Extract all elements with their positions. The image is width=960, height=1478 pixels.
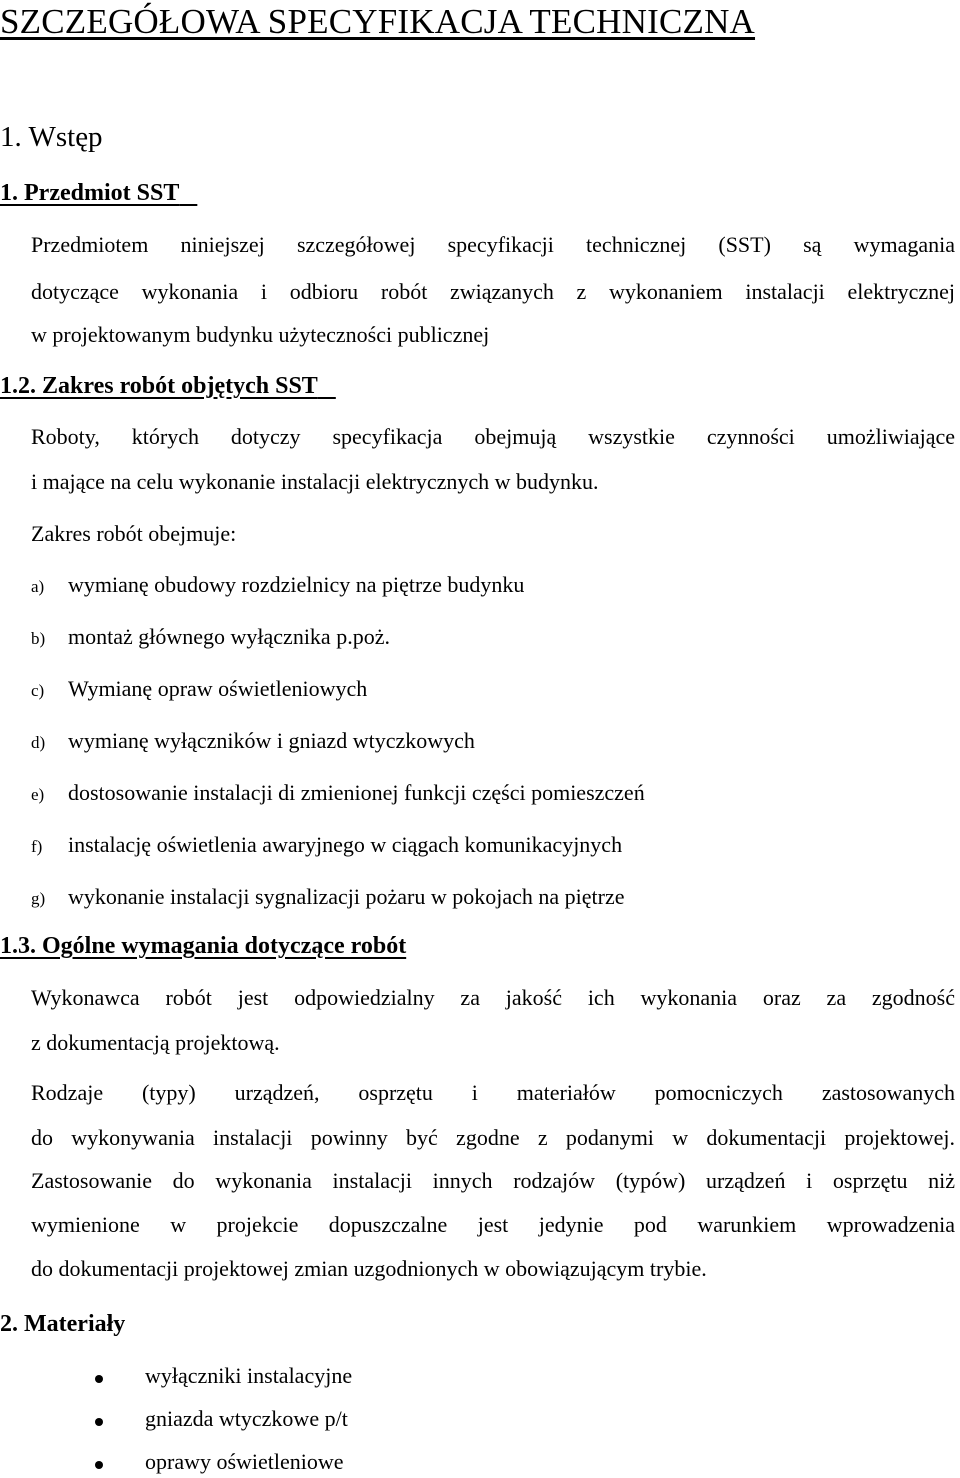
section-heading-intro: 1. Wstęp	[0, 121, 103, 153]
paragraph-line: do dokumentacji projektowej zmian uzgodnionych w obowiązującym trybie.	[31, 1256, 707, 1281]
list-item: wykonanie instalacji sygnalizacji pożaru w pokojach na piętrze	[68, 884, 625, 909]
scope-intro: Zakres robót obejmuje:	[31, 521, 237, 546]
document-title: SZCZEGÓŁOWA SPECYFIKACJA TECHNICZNA	[0, 2, 756, 41]
paragraph-line: Rodzaje (typy) urządzeń, osprzętu i materiałów pomocniczych zastosowanych	[31, 1080, 955, 1105]
bullet-icon	[95, 1461, 103, 1469]
section-heading-subject	[0, 180, 197, 207]
paragraph-line: Przedmiotem niniejszej szczegółowej specyfikacji technicznej (SST) są wymagania	[31, 232, 955, 257]
list-item: wyłączniki instalacyjne	[145, 1363, 353, 1388]
paragraph-line: Zastosowanie do wykonania instalacji innych rodzajów (typów) urządzeń i osprzętu niż	[31, 1168, 955, 1193]
paragraph-line: Wykonawca robót jest odpowiedzialny za jakość ich wykonania oraz za zgodność	[31, 985, 955, 1010]
section-heading-scope-text: 1.2. Zakres robót objętych SST	[0, 373, 318, 399]
heading-underline-tail	[179, 180, 197, 206]
list-item: oprawy oświetleniowe	[145, 1449, 344, 1474]
list-item-letter: b)	[31, 629, 46, 648]
list-item-letter: d)	[31, 733, 46, 752]
list-item-letter: e)	[31, 785, 45, 804]
list-item-letter: g)	[31, 889, 46, 908]
section-heading-scope	[0, 373, 336, 400]
list-item-letter: c)	[31, 681, 45, 700]
list-item: wymianę wyłączników i gniazd wtyczkowych	[68, 728, 475, 753]
paragraph-line: z dokumentacją projektową.	[31, 1030, 280, 1055]
paragraph-line: do wykonywania instalacji powinny być zgodne z podanymi w dokumentacji projektowej.	[31, 1125, 955, 1150]
list-item-letter: f)	[31, 837, 43, 856]
section-heading-materials: 2. Materiały	[0, 1311, 126, 1337]
list-item: gniazda wtyczkowe p/t	[145, 1406, 348, 1431]
paragraph-line: i mające na celu wykonanie instalacji elektrycznych w budynku.	[31, 469, 599, 494]
bullet-icon	[95, 1418, 103, 1426]
list-item: montaż głównego wyłącznika p.poż.	[68, 624, 390, 649]
paragraph-line: wymienione w projekcie dopuszczalne jest jedynie pod warunkiem wprowadzenia	[31, 1212, 955, 1237]
list-item: dostosowanie instalacji di zmienionej funkcji części pomieszczeń	[68, 780, 645, 805]
paragraph-line: Roboty, których dotyczy specyfikacja obejmują wszystkie czynności umożliwiające	[31, 424, 955, 449]
list-item: Wymianę opraw oświetleniowych	[68, 676, 368, 701]
paragraph-line: w projektowanym budynku użyteczności publicznej	[31, 322, 490, 347]
list-item: instalację oświetlenia awaryjnego w ciągach komunikacyjnych	[68, 832, 623, 857]
list-item-letter: a)	[31, 577, 45, 596]
section-heading-requirements: 1.3. Ogólne wymagania dotyczące robót	[0, 933, 407, 959]
heading-underline-tail	[318, 373, 336, 399]
list-item: wymianę obudowy rozdzielnicy na piętrze budynku	[68, 572, 525, 597]
paragraph-line: dotyczące wykonania i odbioru robót związanych z wykonaniem instalacji elektrycznej	[31, 279, 955, 304]
bullet-icon	[95, 1375, 103, 1383]
section-heading-subject-text: 1. Przedmiot SST	[0, 180, 180, 206]
